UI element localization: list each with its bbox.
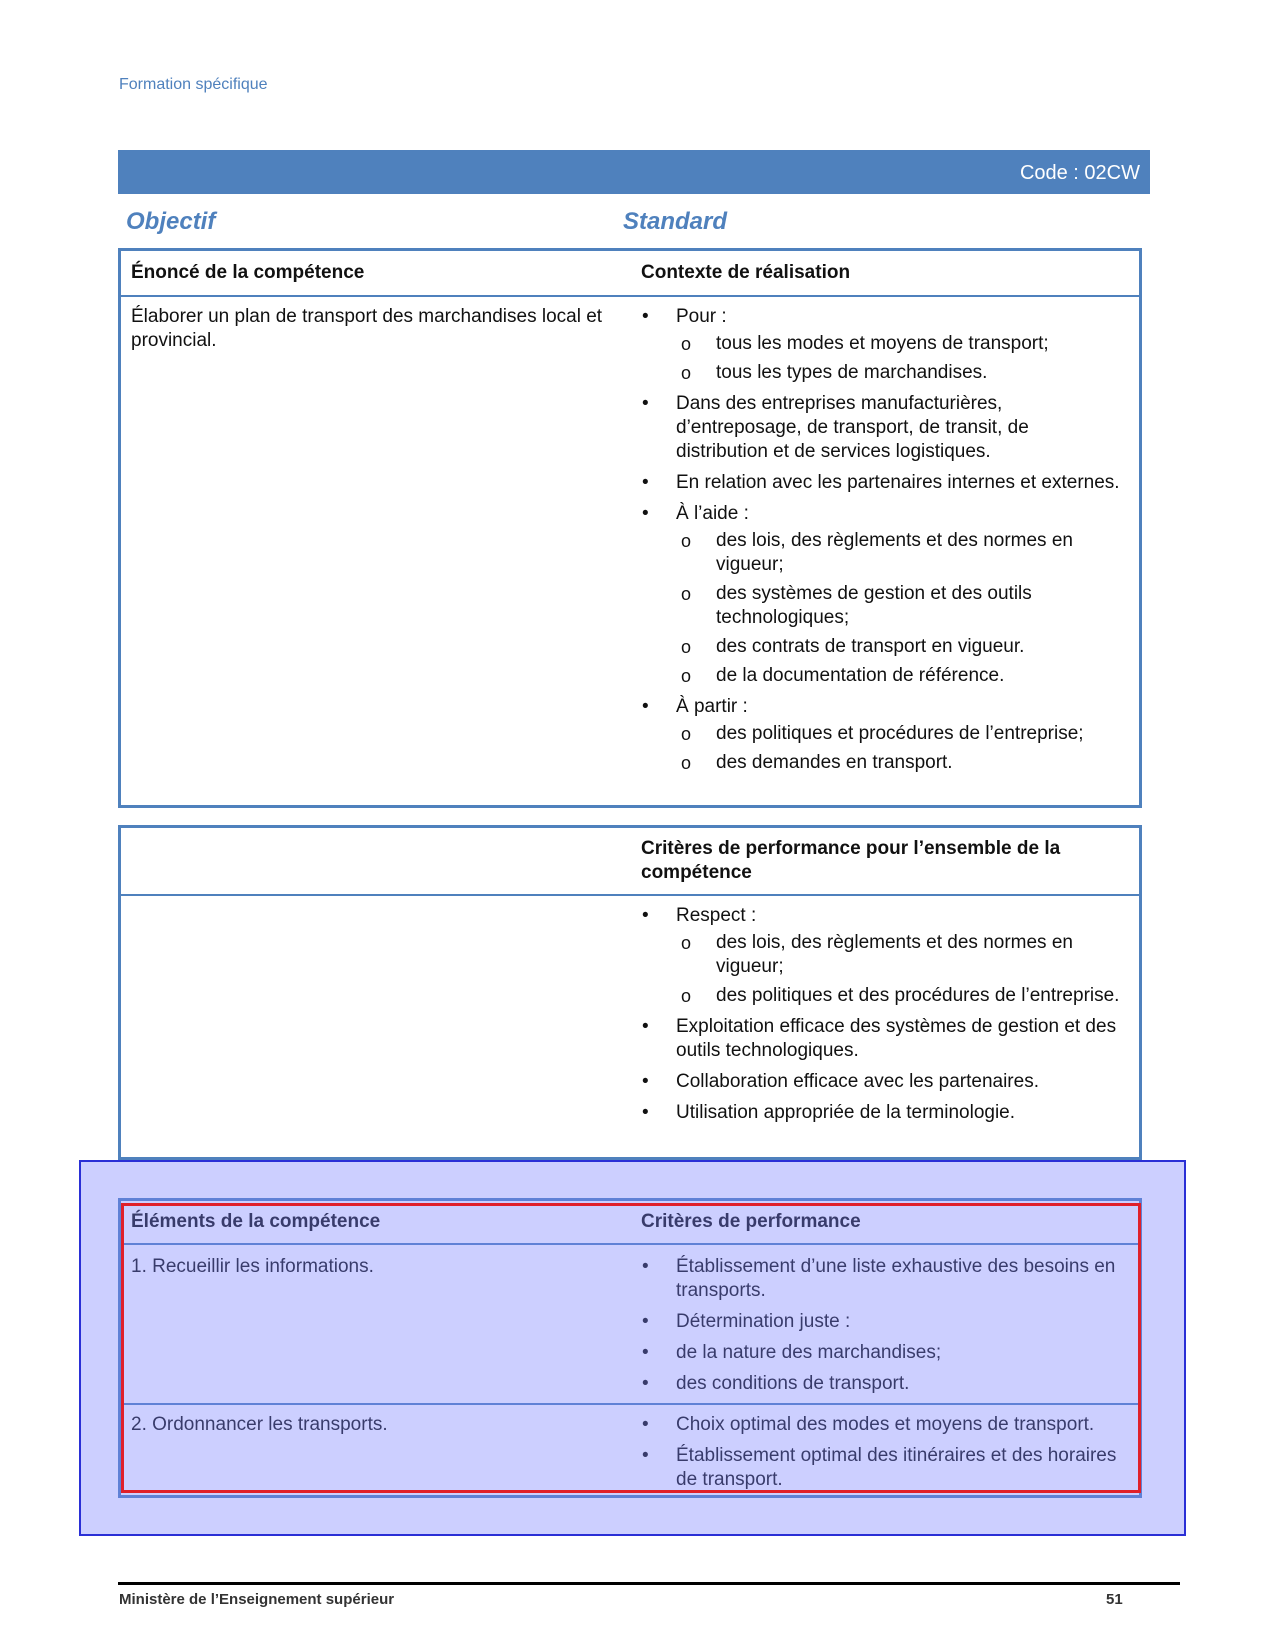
document-section-title: Formation spécifique xyxy=(119,76,268,93)
list-item: • Utilisation appropriée de la terminologie. xyxy=(642,1102,1016,1123)
list-item: o de la documentation de référence. xyxy=(681,665,1005,686)
bullet-icon: • xyxy=(642,1445,649,1466)
page-number: 51 xyxy=(1106,1591,1123,1608)
element-1: 1. Recueillir les informations. xyxy=(131,1256,374,1277)
elements-table xyxy=(118,1198,1142,1498)
context-list xyxy=(641,305,1125,775)
criteria-header: Critères de performance xyxy=(641,1211,861,1232)
list-item: • de la nature des marchandises; xyxy=(642,1342,942,1363)
bullet-icon: • xyxy=(642,472,649,493)
list-item: • En relation avec les partenaires internes et externes. xyxy=(642,472,1120,493)
list-item: o des contrats de transport en vigueur. xyxy=(681,636,1025,657)
list-item: • des conditions de transport. xyxy=(642,1373,910,1394)
list-item: o des lois, des règlements et des normes en vigueur; xyxy=(681,932,1073,977)
bullet-icon: • xyxy=(642,1373,649,1394)
list-item: • Pour : o tous les modes et moyens de transport; o tous les types de marchandises. xyxy=(641,305,1125,385)
circle-bullet-icon: o xyxy=(681,666,692,686)
circle-bullet-icon: o xyxy=(681,753,692,773)
list-item: o des politiques et procédures de l’entreprise; xyxy=(681,723,1084,744)
list-item: • À partir : o des politiques et procédures de l’entreprise; o des demandes en transport. xyxy=(641,695,1125,775)
list-item: • Exploitation efficace des systèmes de gestion et des outils technologiques. xyxy=(642,1016,1117,1061)
bullet-icon: • xyxy=(642,1414,649,1435)
bullet-icon: • xyxy=(642,905,649,926)
list-item: o des politiques et des procédures de l’entreprise. xyxy=(681,985,1120,1006)
competence-statement: Élaborer un plan de transport des marchandises local et provincial. xyxy=(131,306,603,351)
footer-ministry: Ministère de l’Enseignement supérieur xyxy=(119,1591,395,1608)
bullet-icon: • xyxy=(642,1256,649,1277)
list-item: o des lois, des règlements et des normes en vigueur; xyxy=(681,530,1073,575)
list-item: • Respect : o des lois, des règlements et des normes en vigueur; o des politiques et des procédures de l’entreprise. xyxy=(641,904,1125,1008)
bullet-icon: • xyxy=(642,393,649,414)
list-item: • À l’aide : o des lois, des règlements et des normes en vigueur; o des systèmes de gestion et des outils technologiques; o des contrats de transport en vigueur. o de la documentation de référence. xyxy=(641,502,1125,688)
bullet-icon: • xyxy=(642,306,649,327)
circle-bullet-icon: o xyxy=(681,724,692,744)
table-row xyxy=(121,1403,1139,1499)
list-item: o tous les modes et moyens de transport; xyxy=(681,333,1049,354)
bullet-icon: • xyxy=(642,1102,649,1123)
competence-code: Code : 02CW xyxy=(1019,162,1140,184)
bullet-icon: • xyxy=(642,1311,649,1332)
global-criteria-list xyxy=(641,904,1125,1125)
circle-bullet-icon: o xyxy=(681,334,692,354)
circle-bullet-icon: o xyxy=(681,933,692,953)
bullet-icon: • xyxy=(642,1342,649,1363)
statement-header: Énoncé de la compétence xyxy=(131,262,365,283)
global-criteria-header: Critères de performance pour l’ensemble de la compétence xyxy=(641,838,1061,883)
circle-bullet-icon: o xyxy=(681,531,692,551)
elements-header: Éléments de la compétence xyxy=(131,1211,381,1232)
global-criteria-table xyxy=(118,825,1142,1160)
circle-bullet-icon: o xyxy=(681,637,692,657)
list-item: • Collaboration efficace avec les partenaires. xyxy=(642,1071,1039,1092)
bullet-icon: • xyxy=(642,1071,649,1092)
bullet-icon: • xyxy=(642,696,649,717)
footer-divider xyxy=(118,1582,1180,1585)
circle-bullet-icon: o xyxy=(681,363,692,383)
circle-bullet-icon: o xyxy=(681,584,692,604)
competence-table xyxy=(118,248,1142,808)
list-item: o tous les types de marchandises. xyxy=(681,362,988,383)
list-item: o des demandes en transport. xyxy=(681,752,953,773)
list-item: o des systèmes de gestion et des outils technologiques; xyxy=(681,583,1032,628)
bullet-icon: • xyxy=(642,1016,649,1037)
list-item: • Dans des entreprises manufacturières, d’entreposage, de transport, de transit, de distribution et de services logistiques. xyxy=(642,393,1029,462)
list-item: • Détermination juste : xyxy=(642,1311,851,1332)
code-banner xyxy=(118,150,1150,194)
table-row xyxy=(121,1245,1139,1403)
objective-heading: Objectif xyxy=(126,208,216,235)
list-item: • Établissement optimal des itinéraires et des horaires de transport. xyxy=(642,1445,1117,1490)
list-item: • Choix optimal des modes et moyens de transport. xyxy=(642,1414,1095,1435)
bullet-icon: • xyxy=(642,503,649,524)
element-2: 2. Ordonnancer les transports. xyxy=(131,1414,388,1435)
standard-heading: Standard xyxy=(623,208,728,235)
list-item: • Établissement d’une liste exhaustive des besoins en transports. xyxy=(642,1256,1116,1301)
circle-bullet-icon: o xyxy=(681,986,692,1006)
context-header: Contexte de réalisation xyxy=(641,262,851,283)
